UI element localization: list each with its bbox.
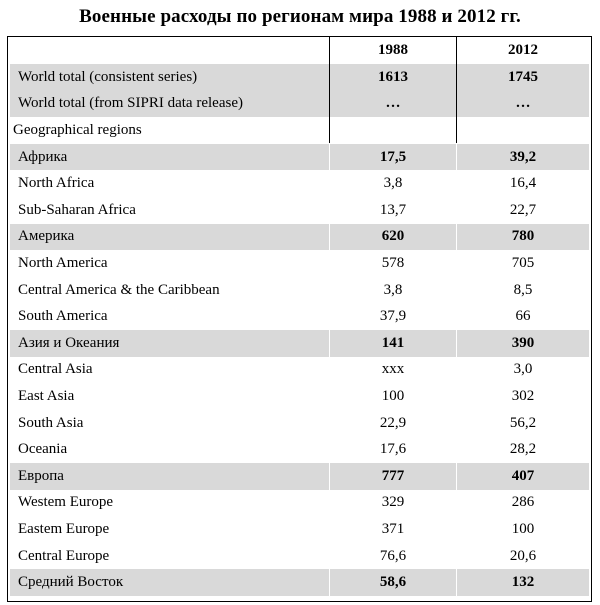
value-2012: 302	[511, 387, 535, 404]
region-group-row	[8, 569, 591, 596]
value-2012: 1745	[457, 64, 589, 91]
row-label: Central America & the Caribbean	[18, 281, 220, 298]
region-row	[8, 357, 591, 384]
value-1988: 329	[381, 494, 405, 511]
value-2012: 56,2	[509, 414, 537, 431]
table-header-row	[8, 37, 591, 64]
data-table	[7, 36, 592, 602]
value-1988: 22,9	[379, 414, 407, 431]
row-label: South Asia	[18, 414, 84, 431]
value-2012: 66	[515, 308, 531, 325]
section-label: Geographical regions	[13, 121, 142, 138]
row-label: World total (from SIPRI data release)	[10, 91, 329, 118]
row-label: South America	[18, 308, 108, 325]
row-label: North America	[18, 254, 108, 271]
region-row	[8, 250, 591, 277]
region-group-row	[8, 224, 591, 251]
region-row	[8, 410, 591, 437]
row-label: Азия и Океания	[10, 330, 329, 357]
value-2012: 16,4	[509, 175, 537, 192]
value-1988: 3,8	[383, 281, 403, 298]
row-label: World total (consistent series)	[10, 64, 329, 91]
value-2012: 286	[511, 494, 535, 511]
region-row	[8, 383, 591, 410]
region-group-row	[8, 463, 591, 490]
region-group-row	[8, 144, 591, 171]
column-header-2012: 2012	[508, 41, 538, 58]
section-label-row	[8, 117, 591, 144]
world-total-row	[8, 64, 591, 91]
value-1988: 13,7	[379, 201, 407, 218]
row-label: Oceania	[18, 441, 68, 458]
value-2012: …	[457, 91, 589, 118]
value-1988: 100	[381, 387, 405, 404]
row-label: East Asia	[18, 387, 75, 404]
value-1988: 1613	[330, 64, 456, 91]
value-1988: 17,6	[379, 441, 407, 458]
value-1988: 371	[381, 520, 405, 537]
value-2012: 22,7	[509, 201, 537, 218]
value-2012: 28,2	[509, 441, 537, 458]
chart-title: Военные расходы по регионам мира 1988 и 2012 гг.	[79, 6, 521, 27]
region-row	[8, 516, 591, 543]
region-row	[8, 277, 591, 304]
column-header-1988: 1988	[378, 41, 408, 58]
row-label: Европа	[10, 463, 329, 490]
row-label: Америка	[10, 224, 329, 251]
region-row	[8, 490, 591, 517]
value-2012: 780	[457, 224, 589, 251]
value-1988: 37,9	[379, 308, 407, 325]
value-1988: 17,5	[330, 144, 456, 171]
value-2012: 8,5	[513, 281, 533, 298]
value-1988: …	[330, 91, 456, 118]
row-label: Африка	[10, 144, 329, 171]
row-label: Central Europe	[18, 547, 110, 564]
row-label: Eastem Europe	[18, 520, 110, 537]
value-2012: 705	[511, 254, 535, 271]
value-2012: 407	[457, 463, 589, 490]
region-row	[8, 197, 591, 224]
region-row	[8, 303, 591, 330]
value-1988: 620	[330, 224, 456, 251]
value-2012: 20,6	[509, 547, 537, 564]
value-1988: 141	[330, 330, 456, 357]
value-1988: 578	[381, 254, 405, 271]
value-1988: 777	[330, 463, 456, 490]
value-1988: xxx	[381, 361, 405, 378]
row-label: Central Asia	[18, 361, 93, 378]
region-group-row	[8, 330, 591, 357]
value-2012: 39,2	[457, 144, 589, 171]
value-2012: 3,0	[513, 361, 533, 378]
row-label: Westem Europe	[18, 494, 114, 511]
value-2012: 100	[511, 520, 535, 537]
value-1988: 3,8	[383, 175, 403, 192]
value-1988: 76,6	[379, 547, 407, 564]
region-row	[8, 170, 591, 197]
value-1988: 58,6	[330, 569, 456, 596]
value-2012: 132	[457, 569, 589, 596]
region-row	[8, 436, 591, 463]
row-label: North Africa	[18, 175, 95, 192]
value-2012: 390	[457, 330, 589, 357]
row-label: Sub-Saharan Africa	[18, 201, 136, 218]
row-label: Средний Восток	[10, 569, 329, 596]
region-row	[8, 543, 591, 570]
world-total-row	[8, 91, 591, 118]
